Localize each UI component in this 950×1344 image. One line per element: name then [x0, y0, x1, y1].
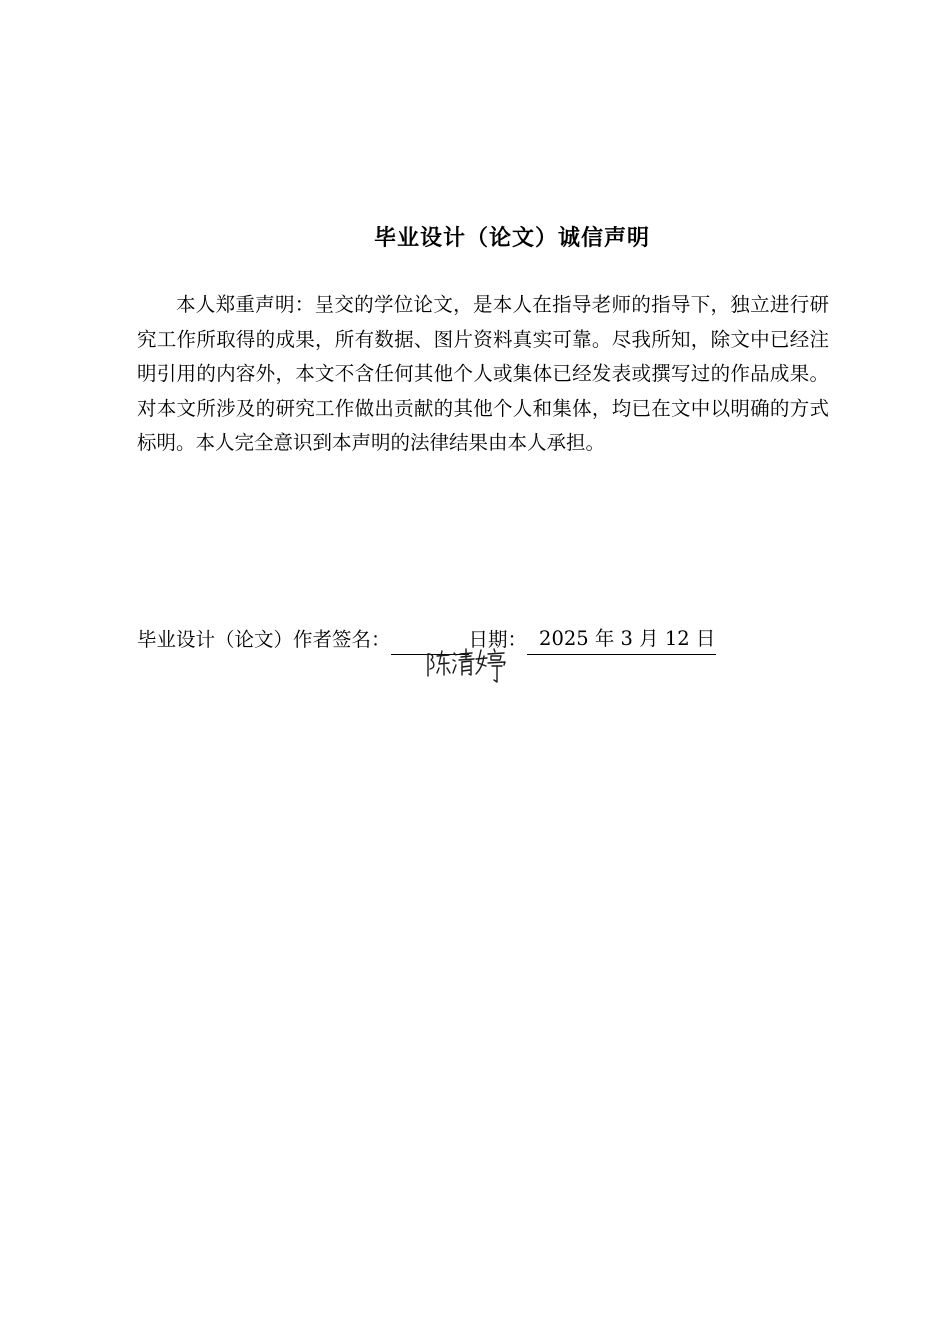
handwritten-signature [424, 646, 508, 686]
declaration-paragraph: 本人郑重声明：呈交的学位论文，是本人在指导老师的指导下，独立进行研究工作所取得的成果，所有数据、图片资料真实可靠。尽我所知，除文中已经注明引用的内容外，本文不含任何其他个人或集体已经发表或撰写过的作品成果。对本文所涉及的研究工作做出贡献的其他个人和集体，均已在文中以明确的方式标明。本人完全意识到本声明的法律结果由本人承担。 [137, 293, 829, 454]
date-value: 2025 年 3 月 12 日 [527, 624, 716, 655]
page-title: 毕业设计（论文）诚信声明 [373, 226, 650, 251]
signature-label: 毕业设计（论文）作者签名： [137, 628, 391, 651]
date-label: 日期： [468, 628, 528, 651]
